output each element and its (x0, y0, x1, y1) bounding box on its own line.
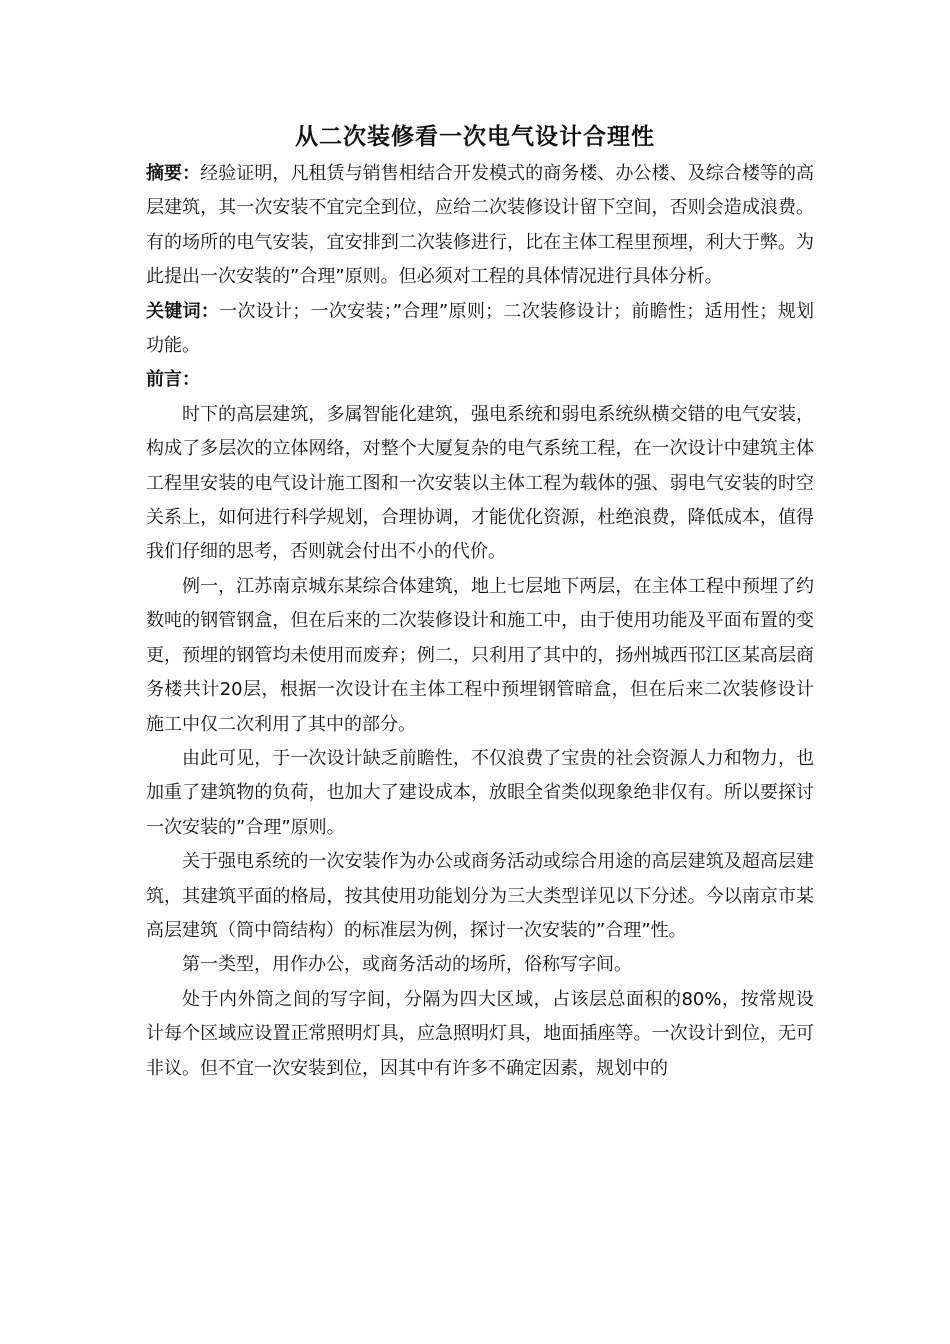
keywords-label: 关键词： (146, 300, 220, 322)
abstract-paragraph (146, 157, 814, 295)
body-paragraph: 由此可见，于一次设计缺乏前瞻性，不仅浪费了宝贵的社会资源人力和物力，也加重了建筑物的负荷，也加大了建设成本，放眼全省类似现象绝非仅有。所以要探讨一次安装的”合理”原则。 (146, 747, 814, 838)
body-paragraph: 例一，江苏南京城东某综合体建筑，地上七层地下两层，在主体工程中预埋了约数吨的钢管钢盒，但在后来的二次装修设计和施工中，由于使用功能及平面布置的变更，预埋的钢管均未使用而废弃；例二，只利用了其中的，扬州城西邗江区某高层商务楼共计20层，根据一次设计在主体工程中预埋钢管暗盒，但在后来二次装修设计施工中仅二次利用了其中的部分。 (146, 575, 814, 735)
body-paragraph: 处于内外筒之间的写字间，分隔为四大区域，占该层总面积的80%，按常规设计每个区域应设置正常照明灯具，应急照明灯具，地面插座等。一次设计到位，无可非议。但不宜一次安装到位，因其中有许多不确定因素，规划中的 (146, 988, 814, 1079)
body-paragraph: 第一类型，用作办公，或商务活动的场所，俗称写字间。 (182, 954, 632, 976)
abstract-text: 经验证明，凡租赁与销售相结合开发模式的商务楼、办公楼、及综合楼等的高层建筑，其一次安装不宜完全到位，应给二次装修设计留下空间，否则会造成浪费。有的场所的电气安装，宜安排到二次装修进行，比在主体工程里预埋，利大于弊。为此提出一次安装的”合理”原则。但必须对工程的具体情况进行具体分析。 (146, 163, 815, 288)
document-title: 从二次装修看一次电气设计合理性 (295, 124, 655, 150)
document-body (146, 157, 814, 1086)
preface-label: 前言： (146, 369, 200, 391)
keywords-text: 一次设计；一次安装；”合理”原则；二次装修设计；前瞻性；适用性；规划功能。 (146, 300, 814, 357)
body-paragraph: 关于强电系统的一次安装作为办公或商务活动或综合用途的高层建筑及超高层建筑，其建筑平面的格局，按其使用功能划分为三大类型详见以下分述。今以南京市某高层建筑（筒中筒结构）的标准层为例，探讨一次安装的”合理”性。 (146, 851, 814, 941)
body-paragraph: 时下的高层建筑，多属智能化建筑，强电系统和弱电系统纵横交错的电气安装，构成了多层次的立体网络，对整个大厦复杂的电气系统工程，在一次设计中建筑主体工程里安装的电气设计施工图和一次安装以主体工程为载体的强、弱电气安装的时空关系上，如何进行科学规划，合理协调，才能优化资源，杜绝浪费，降低成本，值得我们仔细的思考，否则就会付出不小的代价。 (146, 403, 814, 563)
keywords-paragraph (146, 295, 814, 364)
abstract-label: 摘要： (146, 163, 201, 184)
